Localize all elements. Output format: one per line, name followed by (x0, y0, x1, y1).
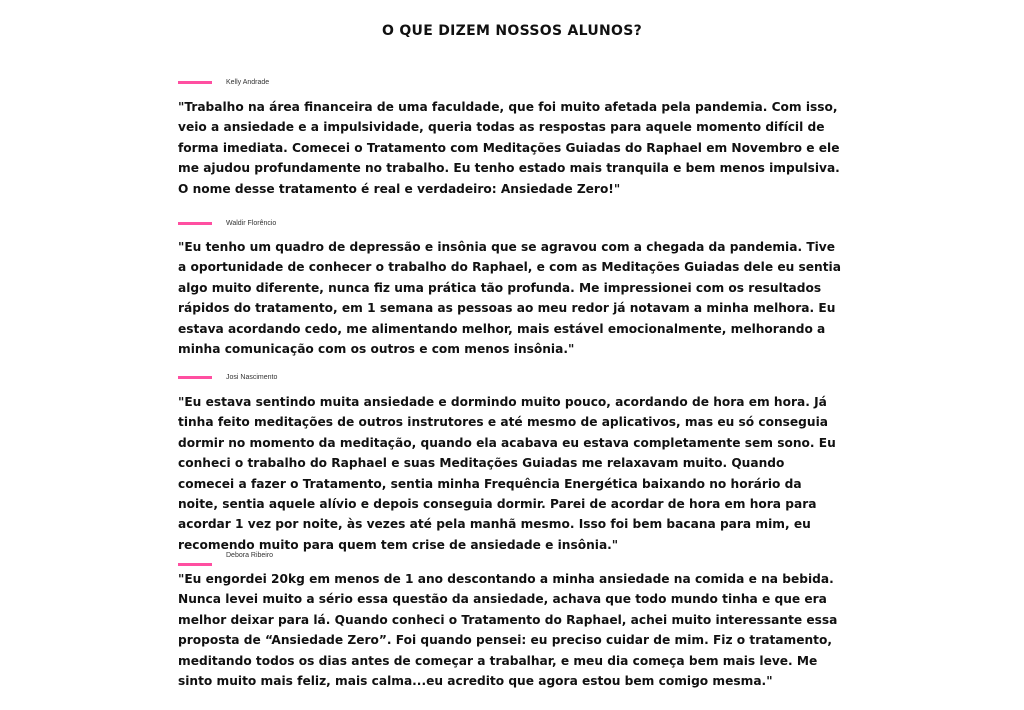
accent-bar (178, 222, 212, 225)
testimonial-quote: "Trabalho na área financeira de uma faculdade, que foi muito afetada pela pandemia. Com isso, veio a ansiedade e a impulsividade, queria todas as respostas para aquele momento difícil de forma imediata. Comecei o Tratamento com Meditações Guiadas do Raphael em Novembro e ele me ajudou profundamente no trabalho. Eu tenho estado mais tranquila e bem menos impulsiva. O nome desse tratamento é real e verdadeiro: Ansiedade Zero!" (178, 100, 840, 196)
page-title: O QUE DIZEM NOSSOS ALUNOS? (381, 23, 643, 40)
testimonial-author-row (178, 551, 844, 565)
author-name: Waldir Florêncio (226, 220, 277, 227)
author-name: Kelly Andrade (226, 79, 270, 86)
testimonial-card (178, 551, 844, 691)
accent-bar (178, 376, 212, 379)
testimonial-quote: "Eu engordei 20kg em menos de 1 ano descontando a minha ansiedade na comida e na bebida. Nunca levei muito a sério essa questão da ansiedade, achava que todo mundo tinha e que era melhor deixar para lá. Quando conheci o Tratamento do Raphael, achei muito interessante essa proposta de “Ansiedade Zero”. Foi quando pensei: eu preciso cuidar de mim. Fiz o tratamento, meditando todos os dias antes de começar a trabalhar, e meu dia começa bem mais leve. Me sinto muito mais feliz, mais calma...eu acredito que agora estou bem comigo mesma." (178, 572, 838, 689)
accent-bar (178, 563, 212, 566)
testimonial-author-row (178, 78, 844, 92)
testimonial-card (178, 219, 844, 359)
testimonial-card (178, 78, 844, 199)
accent-bar (178, 81, 212, 84)
author-name: Debora Ribeiro (226, 552, 274, 559)
testimonial-card (178, 373, 844, 555)
testimonial-quote: "Eu estava sentindo muita ansiedade e dormindo muito pouco, acordando de hora em hora. Já tinha feito meditações de outros instrutores e até mesmo de aplicativos, mas eu só conseguia dormir no momento da meditação, quando ela acabava eu estava completamente sem sono. Eu conheci o trabalho do Raphael e suas Meditações Guiadas me relaxavam muito. Quando comecei a fazer o Tratamento, sentia minha Frequência Energética baixando no horário da noite, sentia aquele alívio e depois conseguia dormir. Parei de acordar de hora em hora para acordar 1 vez por noite, às vezes até pela manhã mesmo. Isso foi bem bacana para mim, eu recomendo muito para quem tem crise de ansiedade e insônia." (178, 395, 836, 552)
testimonial-quote: "Eu tenho um quadro de depressão e insônia que se agravou com a chegada da pandemia. Tive a oportunidade de conhecer o trabalho do Raphael, e com as Meditações Guiadas dele eu sentia algo muito diferente, nunca fiz uma prática tão profunda. Me impressionei com os resultados rápidos do tratamento, em 1 semana as pessoas ao meu redor já notavam a minha melhora. Eu estava acordando cedo, me alimentando melhor, mais estável emocionalmente, melhorando a minha comunicação com os outros e com menos insônia." (178, 240, 841, 357)
author-name: Josi Nascimento (226, 374, 278, 381)
testimonial-author-row (178, 373, 844, 387)
testimonial-author-row (178, 219, 844, 233)
